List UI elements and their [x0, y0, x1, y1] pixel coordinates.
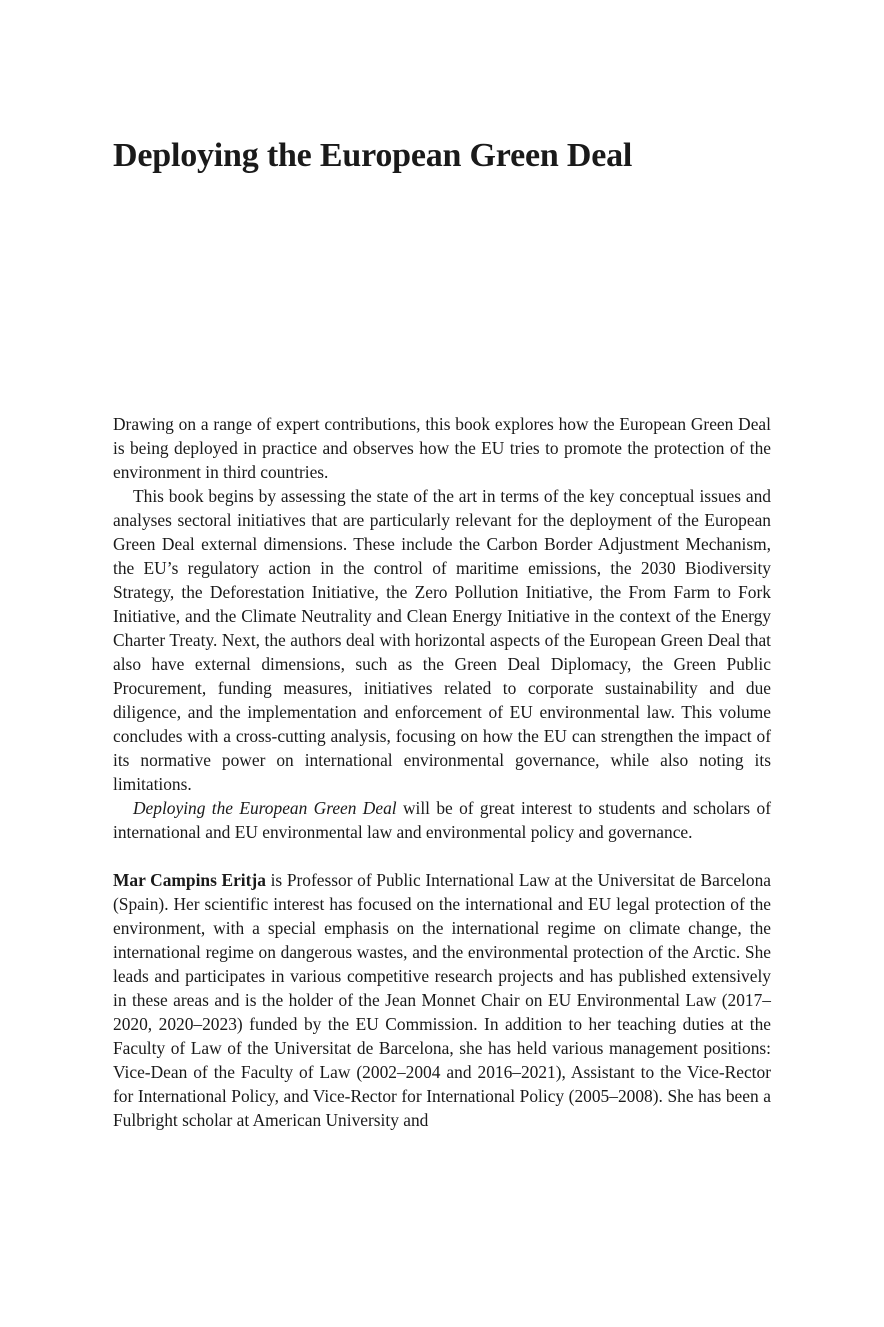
description-paragraph: This book begins by assessing the state of the art in terms of the key conceptual issues and analyses sectoral initiatives that are particularly relevant for the deployment of the European Green Deal external dimensions. These include the Carbon Border Adjustment Mechanism, the EU’s regulatory action in the control of maritime emissions, the 2030 Biodiversity Strategy, the Deforestation Initiative, the Zero Pollution Initiative, the From Farm to Fork Initiative, and the Climate Neutrality and Clean Energy Initiative in the context of the Energy Charter Treaty. Next, the authors deal with horizontal aspects of the European Green Deal that also have external dimensions, such as the Green Deal Diplomacy, the Green Public Procurement, funding measures, initiatives related to corporate sustainability and due diligence, and the implementation and enforcement of EU environmental law. This volume concludes with a cross-cutting analysis, focusing on how the EU can strengthen the impact of its normative power on international environmental governance, while also noting its limitations. — [113, 486, 771, 794]
book-description — [113, 412, 771, 1132]
description-paragraph — [113, 796, 771, 844]
author-name: Mar Campins Eritja — [113, 870, 266, 890]
author-bio-text: is Professor of Public International Law at the Universitat de Barcelona (Spain). Her scientific interest has focused on the international and EU legal protection of the environment, with a special emphasis on the international regime on climate change, the international regime on dangerous wastes, and the environmental protection of the Arctic. She leads and participates in various competitive research projects and has published extensively in these areas and is the holder of the Jean Monnet Chair on EU Environmental Law (2017–2020, 2020–2023) funded by the EU Commission. In addition to her teaching duties at the Faculty of Law of the Universitat de Barcelona, she has held various management positions: Vice-Dean of the Faculty of Law (2002–2004 and 2016–2021), Assistant to the Vice-Rector for International Policy, and Vice-Rector for International Policy (2005–2008). She has been a Fulbright scholar at American University and — [113, 870, 771, 1130]
author-bio — [113, 868, 771, 1132]
description-paragraph: Drawing on a range of expert contributions, this book explores how the European Green Deal is being deployed in practice and observes how the EU tries to promote the protection of the environment in third countries. — [113, 414, 771, 482]
book-title: Deploying the European Green Deal — [113, 137, 633, 174]
description-text: will be of great interest to students and scholars of international and EU environmental law and environmental policy and governance. — [113, 798, 771, 842]
book-title-reference: Deploying the European Green Deal — [133, 798, 397, 818]
